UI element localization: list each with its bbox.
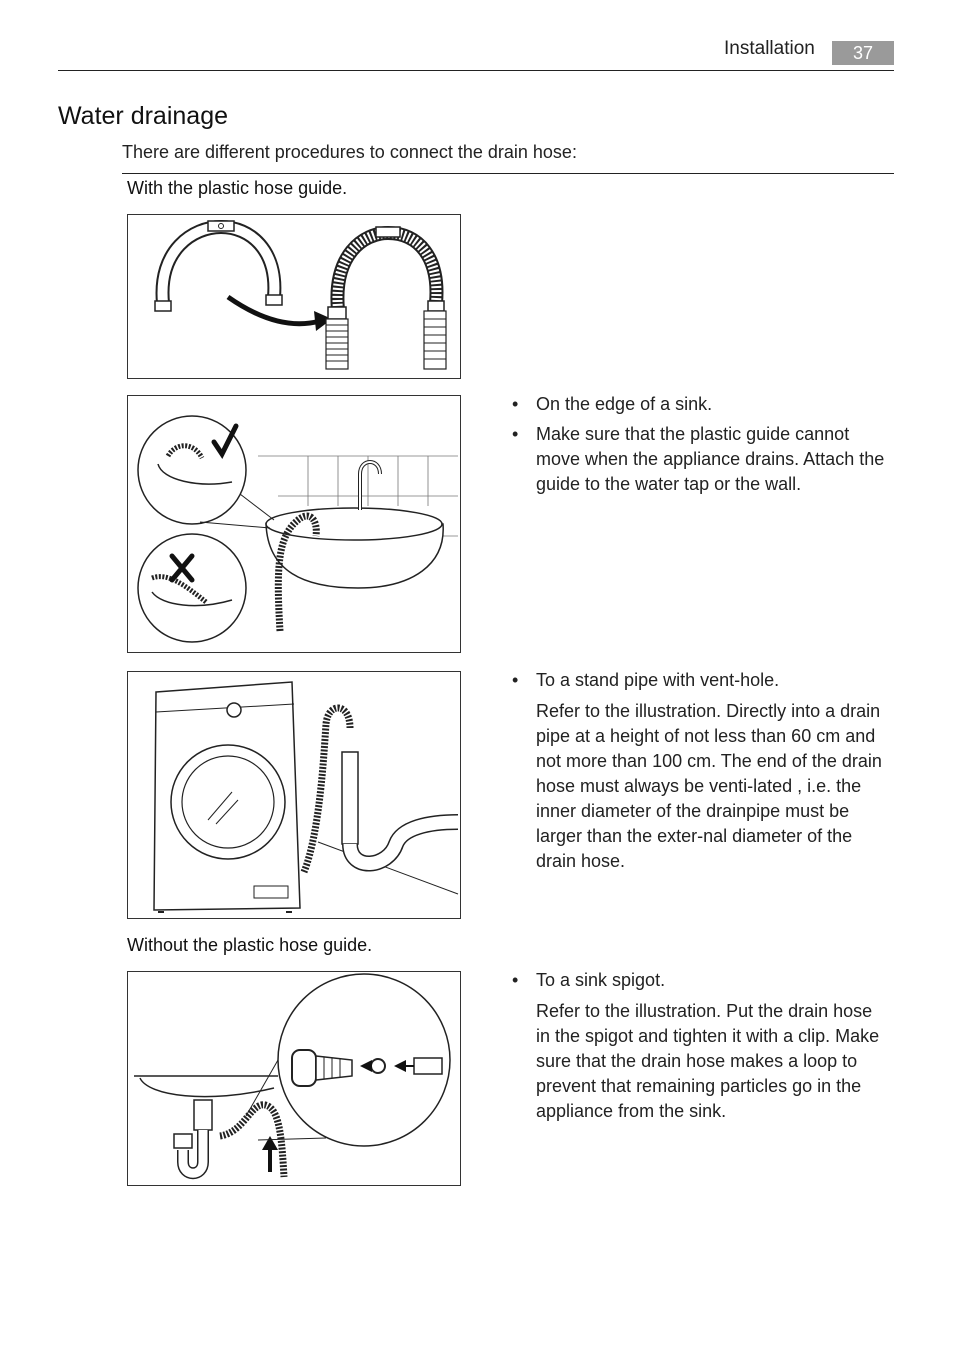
stand-pipe-paragraph: Refer to the illustration. Directly into a drain pipe at a height of not less than 60 cm and not more than 100 cm. The end of the drain hose must always be venti-lated , i.e. the inner diameter of the drainpipe must be larger than the exter-nal diameter of the drain hose. xyxy=(536,701,882,871)
stand-pipe-text xyxy=(512,668,887,874)
intro-rule xyxy=(122,173,894,174)
sink-spigot-paragraph: Refer to the illustration. Put the drain hose in the spigot and tighten it with a clip. Make sure that the drain hose makes a loop to prevent that remaining particles go in the appliance from the sink. xyxy=(536,1001,880,1121)
bullet-text: Make sure that the plastic guide cannot move when the appliance drains. Attach the guide to the water tap or the wall. xyxy=(536,424,885,494)
page-number-badge: 37 xyxy=(832,41,894,65)
stand-pipe-illustration xyxy=(128,672,461,919)
list-item xyxy=(512,668,887,693)
list-item xyxy=(512,968,887,993)
bullet-glyph: • xyxy=(512,970,519,990)
sink-edge-text xyxy=(512,392,887,502)
bullet-text: To a stand pipe with vent-hole. xyxy=(536,670,780,690)
header-rule xyxy=(58,70,894,71)
sink-edge-illustration xyxy=(128,396,461,653)
page-title: Water drainage xyxy=(58,102,228,130)
figure-stand-pipe xyxy=(127,671,461,919)
bullet-glyph: • xyxy=(512,394,519,414)
without-guide-label: Without the plastic hose guide. xyxy=(127,935,373,955)
list-item xyxy=(512,392,887,417)
header-section-title: Installation xyxy=(724,38,815,59)
bullet-glyph: • xyxy=(512,670,519,690)
bullet-text: On the edge of a sink. xyxy=(536,394,713,414)
sink-spigot-illustration xyxy=(128,972,461,1186)
with-guide-label: With the plastic hose guide. xyxy=(127,178,348,198)
sink-spigot-text xyxy=(512,968,887,1124)
figure-sink-edge xyxy=(127,395,461,653)
bullet-text: To a sink spigot. xyxy=(536,970,666,990)
hose-guide-illustration xyxy=(128,215,461,379)
list-item xyxy=(512,422,887,497)
figure-sink-spigot xyxy=(127,971,461,1186)
bullet-glyph: • xyxy=(512,424,519,444)
intro-text: There are different procedures to connect the drain hose: xyxy=(122,142,577,162)
figure-hose-guide xyxy=(127,214,461,379)
